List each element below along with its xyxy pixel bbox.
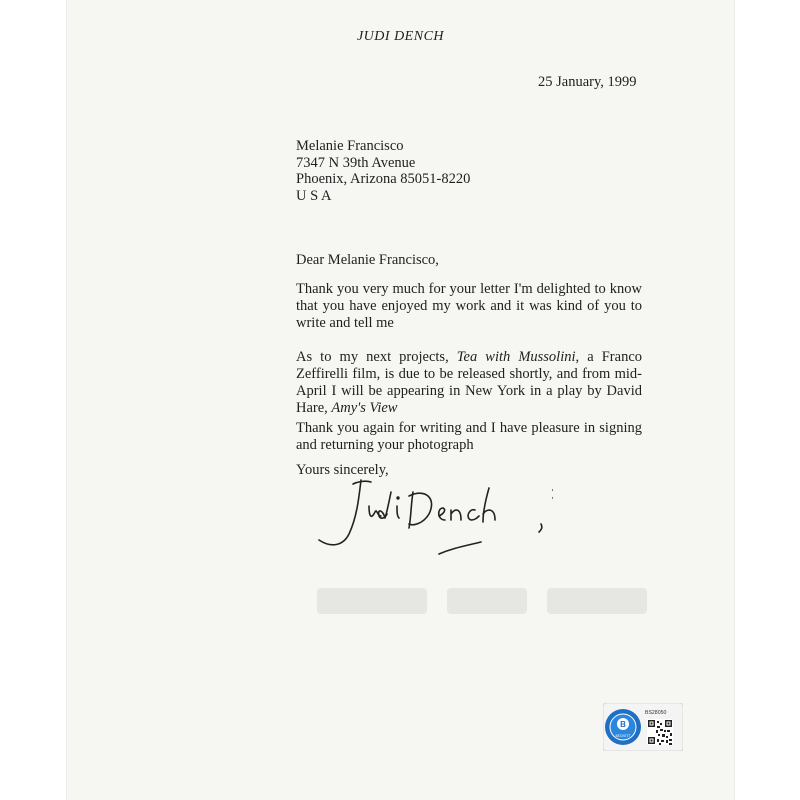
qr-code-icon <box>647 719 673 745</box>
bleed-through-mark <box>317 580 657 620</box>
recipient-city: Phoenix, Arizona 85051-8220 <box>296 171 471 187</box>
recipient-address <box>296 138 470 204</box>
paragraph-2 <box>296 349 642 417</box>
salutation: Dear Melanie Francisco, <box>296 252 439 268</box>
paragraph-3: Thank you again for writing and I have pleasure in signing and returning your photograph <box>296 420 642 453</box>
svg-text:B: B <box>620 720 626 729</box>
letter-date: 25 January, 1999 <box>538 74 637 90</box>
recipient-street: 7347 N 39th Avenue <box>296 154 416 171</box>
authentication-code: BS28050 <box>645 710 667 716</box>
closing: Yours sincerely, <box>296 462 389 478</box>
letter-page <box>67 0 734 800</box>
paragraph-2-text-b: , a Franco Zeffirelli film, is due to be released shortly, and from mid-April I will be appearing in New York in a play by David Hare, <box>296 349 642 416</box>
sticker-label: BECKETT <box>615 734 631 738</box>
signature <box>313 462 553 562</box>
paragraph-2-text-a: As to my next projects, <box>296 349 457 365</box>
authentication-sticker <box>603 703 683 751</box>
letterhead: JUDI DENCH <box>356 29 445 44</box>
paragraph-1: Thank you very much for your letter I'm delighted to know that you have enjoyed my work and it was kind of you to write and tell me <box>296 281 642 331</box>
play-title: Amy's View <box>331 400 398 416</box>
recipient-name: Melanie Francisco <box>296 138 404 154</box>
recipient-country: U S A <box>296 187 332 204</box>
film-title: Tea with Mussolini <box>456 349 576 365</box>
